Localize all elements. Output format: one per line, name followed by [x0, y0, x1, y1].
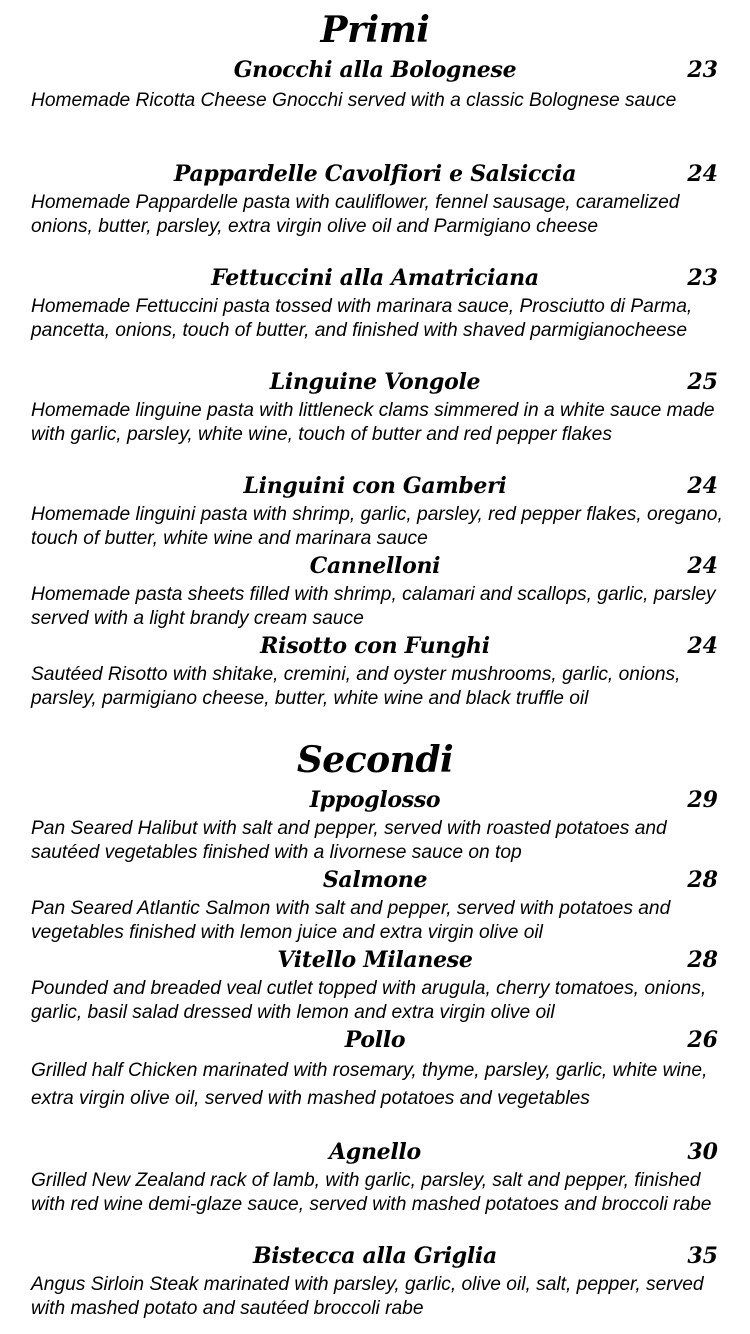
dish-description: Pan Seared Atlantic Salmon with salt and pepper, served with potatoes and vegetables finished with lemon juice and extra virgin olive oil	[31, 898, 671, 943]
dish-name: Bistecca alla Griglia	[253, 1243, 497, 1269]
dish-description: Grilled half Chicken marinated with rosemary, thyme, parsley, garlic, white wine, extra virgin olive oil, served with mashed potatoes and vegetables	[31, 1060, 708, 1109]
dish-name: Risotto con Funghi	[260, 633, 490, 659]
dish-description: Homemade pasta sheets filled with shrimp, calamari and scallops, garlic, parsley served with a light brandy cream sauce	[31, 584, 716, 629]
dish-price: 24	[687, 161, 718, 187]
dish-description: Grilled New Zealand rack of lamb, with garlic, parsley, salt and pepper, finished with red wine demi-glaze sauce, served with mashed potatoes and broccoli rabe	[31, 1170, 712, 1215]
section-title-primi: Primi	[320, 9, 430, 51]
dish-price: 30	[687, 1139, 718, 1165]
dish-description: Homemade Ricotta Cheese Gnocchi served with a classic Bolognese sauce	[31, 90, 677, 111]
dish-description: Homemade Pappardelle pasta with cauliflower, fennel sausage, caramelized onions, butter, parsley, extra virgin olive oil and Parmigiano cheese	[31, 192, 680, 237]
dish-price: 23	[687, 57, 718, 83]
dish-description: Homemade linguini pasta with shrimp, garlic, parsley, red pepper flakes, oregano, touch of butter, white wine and marinara sauce	[31, 504, 723, 549]
section-title-secondi: Secondi	[296, 739, 454, 781]
dish-price: 24	[687, 633, 718, 659]
dish-description: Pounded and breaded veal cutlet topped with arugula, cherry tomatoes, onions, garlic, basil salad dressed with lemon and extra virgin olive oil	[31, 978, 707, 1023]
dish-price: 35	[687, 1243, 718, 1269]
dish-name: Gnocchi alla Bolognese	[233, 57, 517, 83]
dish-price: 23	[687, 265, 718, 291]
dish-description: Homemade Fettuccini pasta tossed with marinara sauce, Prosciutto di Parma, pancetta, onions, touch of butter, and finished with shaved parmigianocheese	[31, 296, 693, 341]
dish-name: Ippoglosso	[309, 787, 441, 813]
dish-price: 28	[687, 867, 718, 893]
dish-name: Fettuccini alla Amatriciana	[211, 265, 539, 291]
dish-name: Linguini con Gamberi	[243, 473, 507, 499]
dish-name: Agnello	[329, 1139, 421, 1165]
dish-price: 26	[687, 1027, 718, 1053]
dish-name: Vitello Milanese	[277, 947, 473, 973]
dish-description: Sautéed Risotto with shitake, cremini, and oyster mushrooms, garlic, onions, parsley, parmigiano cheese, butter, white wine and black truffle oil	[31, 664, 681, 709]
dish-description: Homemade linguine pasta with littleneck clams simmered in a white sauce made with garlic, parsley, white wine, touch of butter and red pepper flakes	[31, 400, 715, 445]
dish-name: Linguine Vongole	[269, 369, 481, 395]
dish-price: 28	[687, 947, 718, 973]
dish-description: Pan Seared Halibut with salt and pepper, served with roasted potatoes and sautéed vegetables finished with a livornese sauce on top	[31, 818, 667, 863]
dish-name: Salmone	[322, 867, 428, 893]
dish-price: 25	[687, 369, 718, 395]
dish-description: Angus Sirloin Steak marinated with parsley, garlic, olive oil, salt, pepper, served with mashed potato and sautéed broccoli rabe	[31, 1274, 704, 1319]
dish-price: 24	[687, 553, 718, 579]
dish-name: Pollo	[344, 1027, 406, 1053]
dish-price: 29	[687, 787, 718, 813]
dish-price: 24	[687, 473, 718, 499]
dish-name: Cannelloni	[309, 553, 441, 579]
dish-name: Pappardelle Cavolfiori e Salsiccia	[173, 161, 577, 187]
